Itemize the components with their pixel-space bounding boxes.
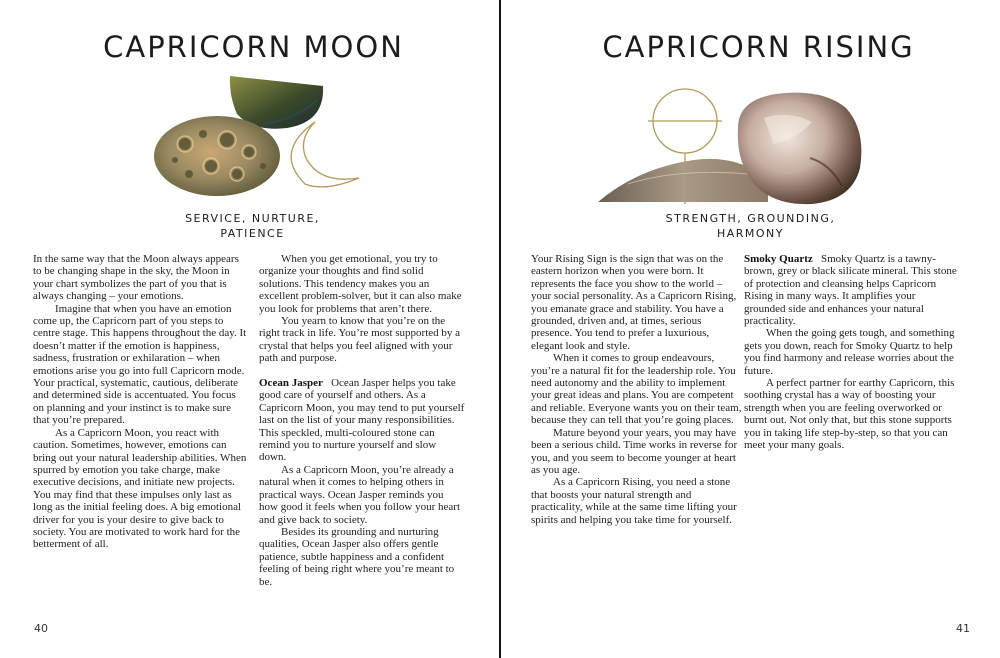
crescent-moon-line <box>291 122 359 187</box>
right-page <box>501 0 1000 658</box>
crystal-description: Ocean Jasper helps you take good care of yourself and others. As a Capricorn Moon, you may tend to put yourself last on the list of your many responsibilities. This speckled, multi-coloured stone can remind you to nurture yourself and slow down. <box>259 377 465 464</box>
crystal-paragraph <box>259 377 465 464</box>
paragraph: You yearn to know that you’re on the right track in life. You’re most supported by a crystal that helps you feel aligned with your path and purpose. <box>259 315 461 365</box>
smoky-quartz-illustration <box>598 88 882 206</box>
paragraph: Imagine that when you have an emotion come up, the Capricorn part of you steps to centre stage. This happens throughout the day. It doesn’t matter if the emotion is happiness, sadness, frustration or exhilaration – when emotions arise you go into full Capricorn mode. Your practical, systematic, cautious, deliberate and determined side is accentuated. You focus on planning and your instinct is to make sure that you’re prepared. <box>33 302 247 427</box>
paragraph: Mature beyond your years, you may have been a serious child. Time works in reverse for you, and you seem to become younger at heart as you age. <box>531 426 738 476</box>
paragraph: In the same way that the Moon always appears to be changing shape in the sky, the Moon in your chart symbolizes the part of you that is always changing – your emotions. <box>33 253 239 303</box>
theme-line-1: STRENGTH, GROUNDING, <box>665 212 836 225</box>
crystal-name: Ocean Jasper <box>259 377 323 390</box>
paragraph: As a Capricorn Rising, you need a stone that boosts your natural strength and practicality, while at the same time lifting your spirits and helping you take time for yourself. <box>531 476 737 526</box>
theme-line-2: PATIENCE <box>220 227 285 240</box>
page-number: 41 <box>956 622 970 635</box>
crystal-name: Smoky Quartz <box>744 253 813 265</box>
paragraph: When you get emotional, you try to organize your thoughts and find solid solutions. This tendency makes you an excellent problem-solver, but it can also make you look for problems that aren’t there. <box>259 253 462 315</box>
theme-line-1: SERVICE, NURTURE, <box>185 212 320 225</box>
paragraph: When the going gets tough, and something gets you down, reach for Smoky Quartz to help you find harmony and release worries about the future. <box>744 327 955 377</box>
text-column-1 <box>531 253 743 526</box>
theme-keywords <box>6 211 499 241</box>
paragraph: Besides its grounding and nurturing qualities, Ocean Jasper also offers gentle patience, subtle happiness and a confident feeling of being right where you’re meant to be. <box>259 525 455 588</box>
paragraph: As a Capricorn Moon, you’re already a natural when it comes to helping others in practical ways. Ocean Jasper reminds you how good it feels when you follow your heart and give back to society. <box>259 463 461 526</box>
paragraph: A perfect partner for earthy Capricorn, this soothing crystal has a way of boosting your strength when you are feeling overworked or burnt out. Not only that, but this stone supports you in taking life step-by-step, so that you can meet your many goals. <box>744 377 955 452</box>
text-column-2 <box>259 253 465 588</box>
page-title: CAPRICORN RISING <box>602 30 915 64</box>
paragraph: As a Capricorn Moon, you react with caution. Sometimes, however, emotions can bring out your natural leadership abilities. When spurred by emotion you take charge, make executive decisions, and initiate new projects. You may find that these impulses only last as long as the initial feeling does. A big emotional driver for you is your desire to give back to society. You are motivated to work hard for the betterment of all. <box>33 426 247 551</box>
paragraph: Your Rising Sign is the sign that was on the eastern horizon when you were born. It represents the face you show to the world – your social personality. As a Capricorn Rising, you emanate grace and stability. You have a grounded, driven and, at times, serious presence. You tend to prefer a luxurious, elegant look and style. <box>531 253 737 352</box>
ocean-jasper-stone <box>154 116 280 196</box>
crystal-paragraph <box>744 253 959 327</box>
text-column-2 <box>744 253 959 452</box>
paragraph: When it comes to group endeavours, you’re a natural fit for the leadership role. You need autonomy and the ability to implement your great ideas and plans. You are competent and reliable. Everyone wants you on their team, because they can tell that you’re going places. <box>531 352 742 427</box>
mountain-shape <box>598 159 768 202</box>
text-column-1 <box>33 253 247 551</box>
page-title: CAPRICORN MOON <box>103 30 404 64</box>
left-page <box>0 0 499 658</box>
ocean-jasper-illustration <box>145 74 370 200</box>
page-number: 40 <box>34 622 48 635</box>
crystal-description: Smoky Quartz is a tawny-brown, grey or black silicate mineral. This stone of protection and cleansing helps Capricorn Rising in many ways. It amplifies your grounded side and enhances your natural practicality. <box>744 253 957 328</box>
theme-keywords <box>501 211 1000 241</box>
theme-line-2: HARMONY <box>716 227 785 240</box>
